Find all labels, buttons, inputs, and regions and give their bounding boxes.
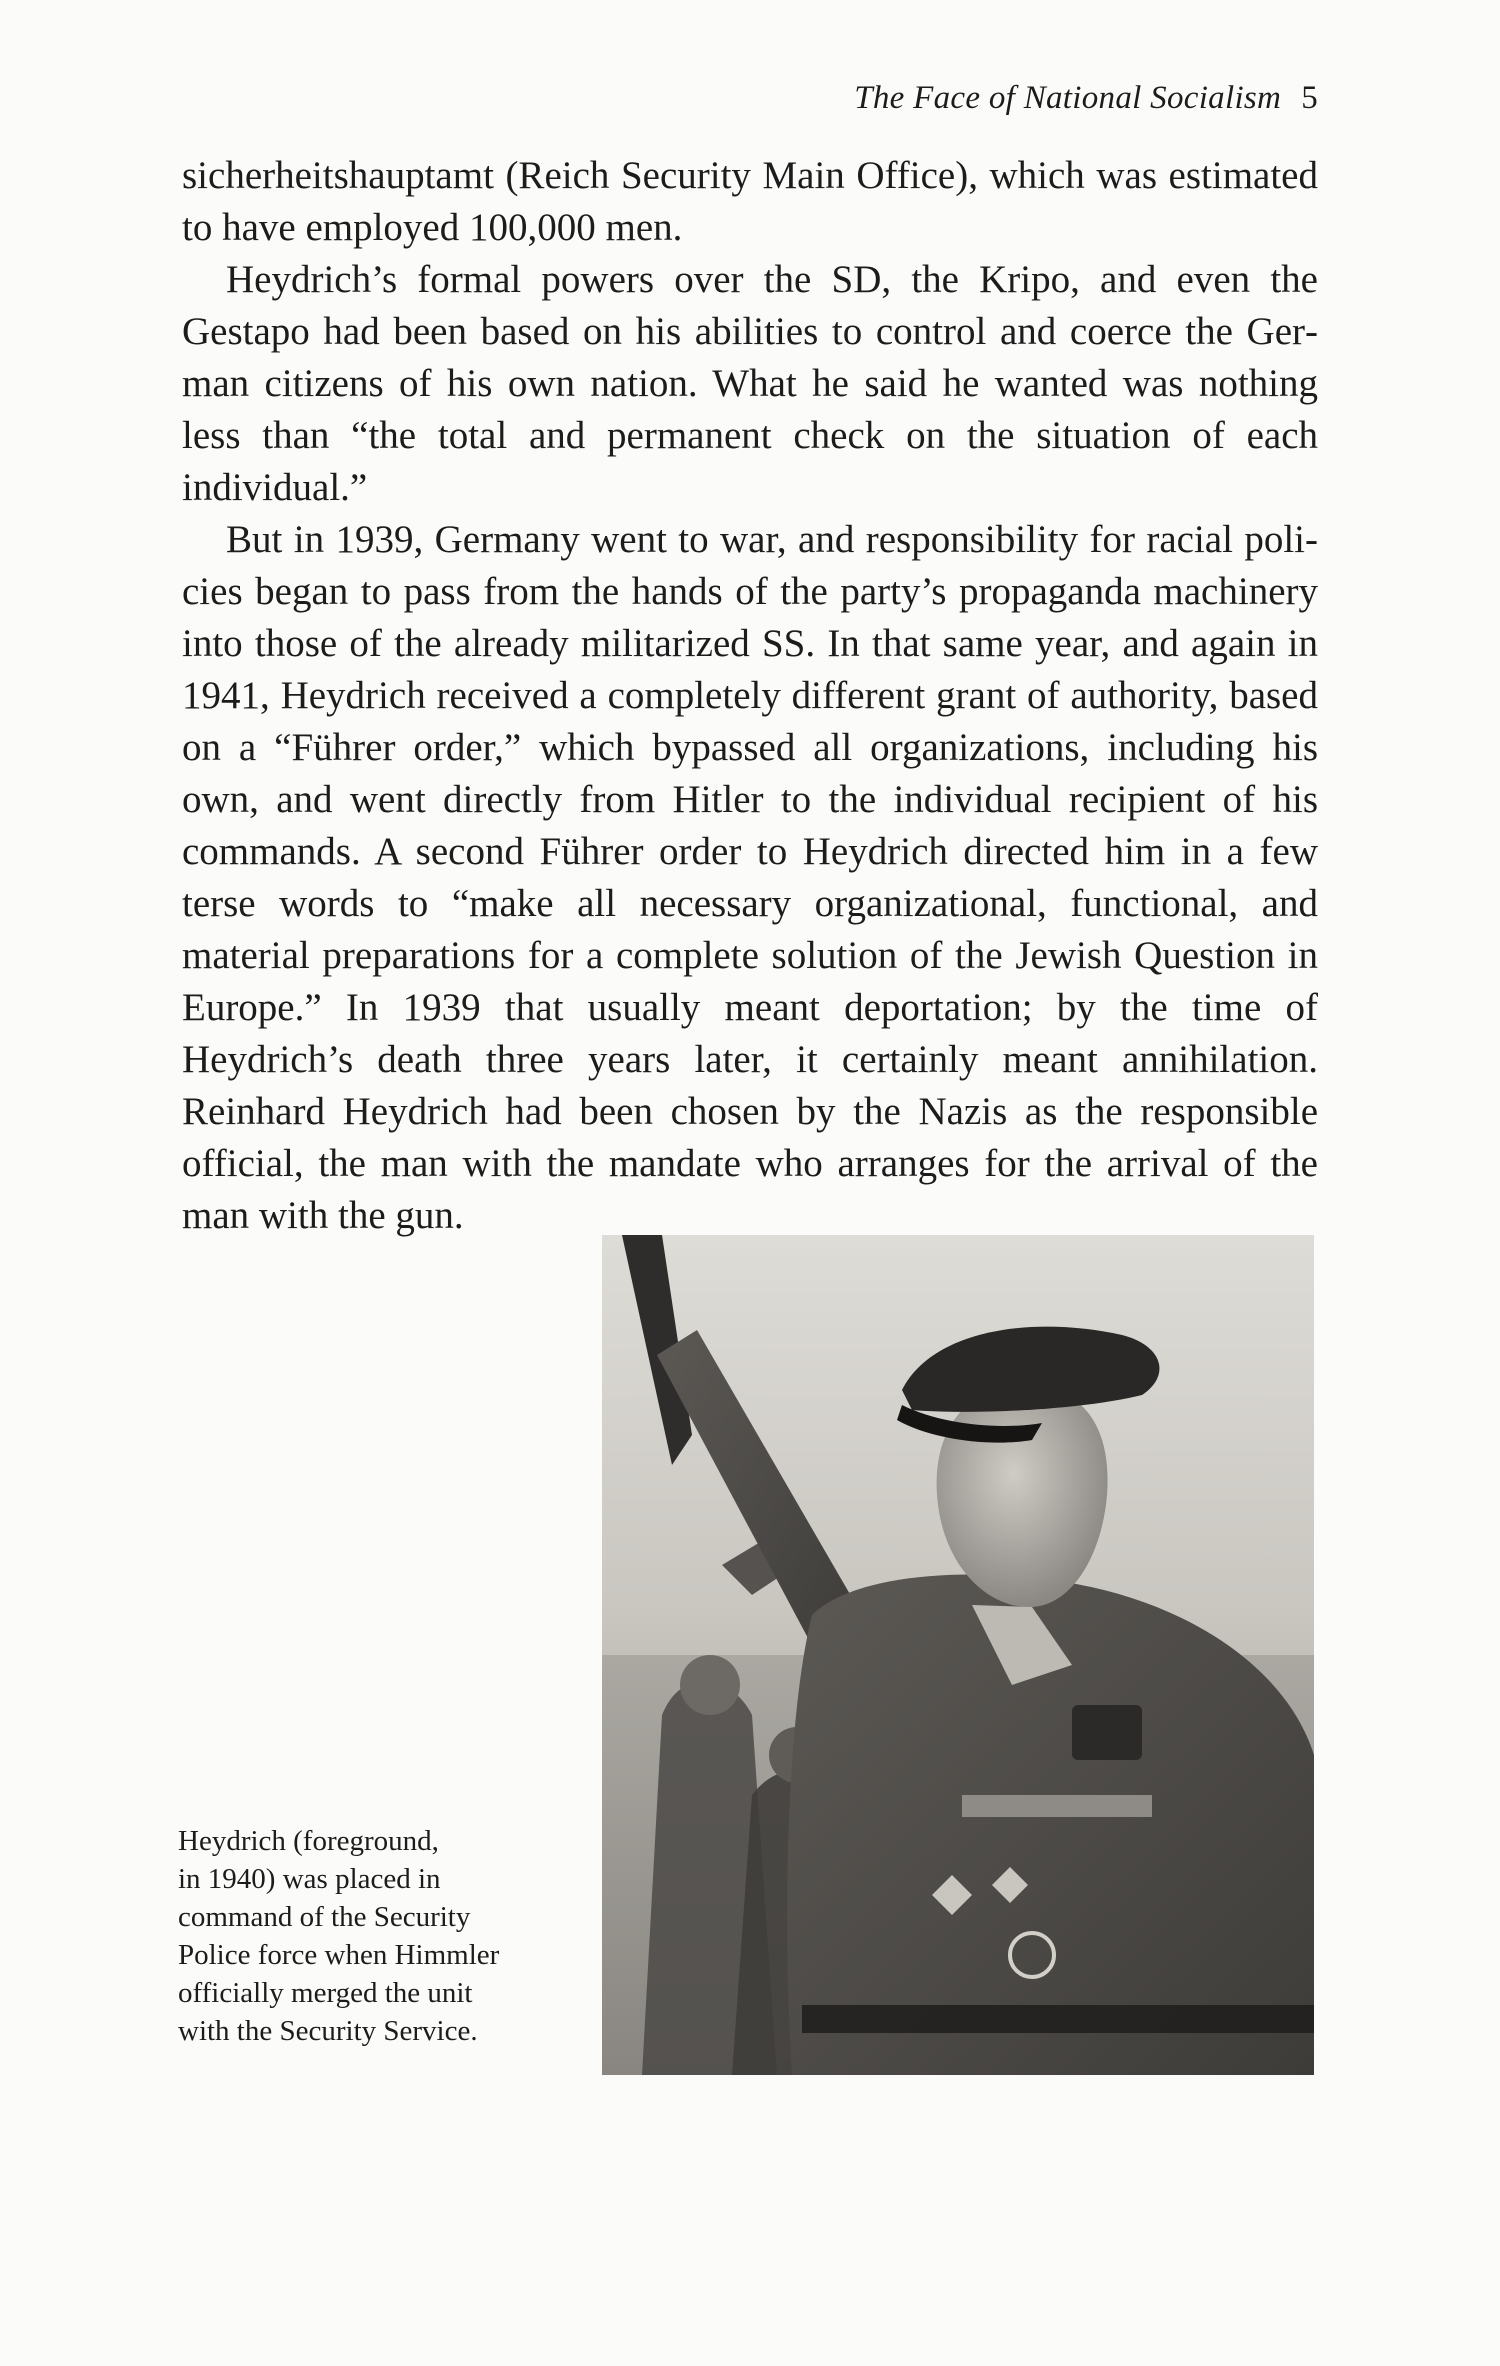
- paragraph: But in 1939, Germany went to war, and responsibility for racial policies began to pass from the hands of the party’s propaganda machinery into those of the already militarized SS. In that same year, and again in 1941, Heydrich received a completely different grant of authority, based on a “Führer order,” which bypassed all organizations, including his own, and went directly from Hitler to the individual recipient of his commands. A second Führer order to Heydrich directed him in a few terse words to “make all necessary organizational, functional, and material preparations for a complete solution of the Jewish Question in Europe.” In 1939 that usually meant deportation; by the time of Heydrich’s death three years later, it certainly meant annihilation. Reinhard Heydrich had been chosen by the Nazis as the responsible official, the man with the mandate who arranges for the arrival of the man with the gun.: [182, 518, 1318, 1237]
- belt: [802, 2005, 1314, 2033]
- photo-illustration: [602, 1235, 1314, 2075]
- caption-line: officially merged the unit: [178, 1977, 473, 2009]
- paragraph: Heydrich’s formal powers over the SD, the Kripo, and even the Gestapo had been based on his abilities to control and coerce the German citizens of his own nation. What he said he wanted was nothing less than “the total and permanent check on the situation of each individual.”: [182, 258, 1318, 509]
- caption-line: Heydrich (foreground,: [178, 1825, 439, 1857]
- running-head: [182, 80, 1318, 117]
- collar-patch: [1072, 1705, 1142, 1760]
- historical-photo: [602, 1235, 1314, 2075]
- body-text: [182, 150, 1318, 1242]
- caption-line: command of the Security: [178, 1901, 471, 1933]
- ribbon-bar: [962, 1795, 1152, 1817]
- caption-line: in 1940) was placed in: [178, 1863, 441, 1895]
- photo-caption: [178, 1822, 578, 2050]
- caption-line: with the Security Service.: [178, 2015, 478, 2047]
- background-head: [680, 1655, 740, 1715]
- page-number: 5: [1301, 80, 1318, 116]
- paragraph-continued: sicherheitshauptamt (Reich Security Main Office), which was estimated to have employed 100,000 men.: [182, 154, 1318, 249]
- running-title: The Face of National Socialism: [854, 80, 1282, 116]
- caption-line: Police force when Himmler: [178, 1939, 500, 1971]
